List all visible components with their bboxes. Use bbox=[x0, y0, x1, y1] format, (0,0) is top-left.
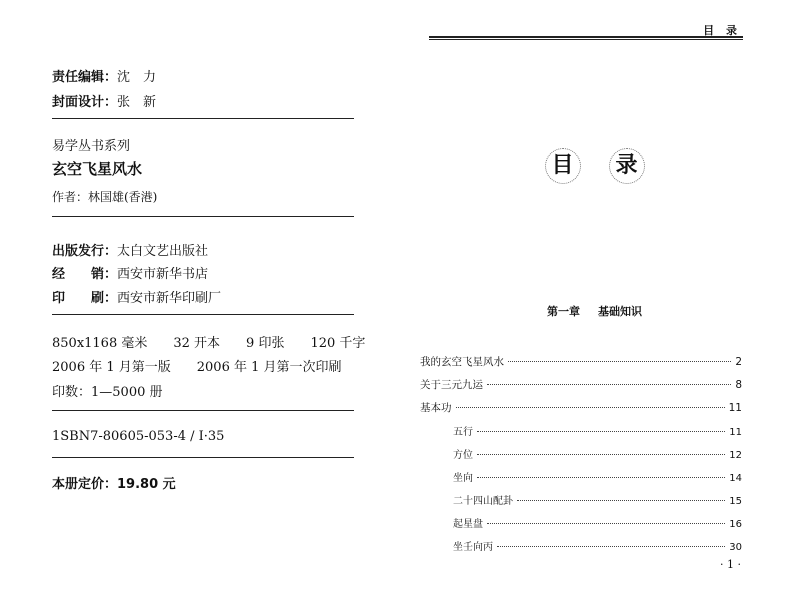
toc-item-page: 12 bbox=[729, 450, 742, 461]
contents-title-char: 录 bbox=[609, 148, 645, 184]
distributor-name: 西安市新华书店 bbox=[117, 267, 209, 282]
cover-line bbox=[52, 91, 156, 110]
toc-leader-dots bbox=[487, 523, 725, 524]
toc-item-title: 坐壬向丙 bbox=[453, 542, 493, 553]
toc-leader-dots bbox=[477, 454, 725, 455]
editor-line bbox=[52, 66, 156, 85]
toc-leader-dots bbox=[477, 477, 725, 478]
price-label: 本册定价： bbox=[52, 477, 118, 492]
copyright-page bbox=[0, 0, 396, 596]
series-name: 易学丛书系列 bbox=[52, 139, 131, 154]
divider bbox=[52, 410, 354, 411]
publisher-name: 太白文艺出版社 bbox=[117, 244, 209, 259]
toc-leader-dots bbox=[508, 361, 731, 362]
toc-item[interactable] bbox=[420, 423, 742, 446]
header-rule bbox=[429, 36, 743, 38]
toc-item-title: 我的玄空飞星风水 bbox=[420, 356, 504, 368]
toc-item[interactable] bbox=[420, 446, 742, 469]
toc-leader-dots bbox=[456, 407, 725, 408]
isbn: 1SBN7-80605-053-4 / I·35 bbox=[52, 429, 225, 444]
toc-leader-dots bbox=[487, 384, 731, 385]
toc-item-title: 方位 bbox=[453, 450, 473, 461]
toc-list bbox=[420, 354, 742, 561]
publisher-label: 出版发行： bbox=[52, 244, 118, 259]
toc-item-page: 16 bbox=[729, 519, 742, 530]
print-run: 印数：1—5000 册 bbox=[52, 385, 163, 400]
contents-title bbox=[396, 148, 793, 184]
toc-leader-dots bbox=[477, 431, 725, 432]
cover-name: 张 新 bbox=[117, 95, 157, 110]
editor-label: 责任编辑： bbox=[52, 70, 118, 85]
toc-item-title: 二十四山配卦 bbox=[453, 496, 513, 507]
distributor-label: 经 销： bbox=[52, 267, 118, 282]
contents-page bbox=[396, 0, 793, 596]
printer-label: 印 刷： bbox=[52, 291, 118, 306]
toc-item-title: 关于三元九运 bbox=[420, 379, 483, 391]
divider bbox=[52, 118, 354, 119]
toc-item[interactable] bbox=[420, 538, 742, 561]
specs-line-1: 850x1168 毫米 32 开本 9 印张 120 千字 bbox=[52, 336, 366, 351]
toc-item-page: 11 bbox=[728, 402, 742, 414]
distributor-line bbox=[52, 263, 208, 282]
printer-name: 西安市新华印刷厂 bbox=[117, 291, 222, 306]
divider bbox=[52, 314, 354, 315]
toc-item-title: 五行 bbox=[453, 427, 473, 438]
toc-item-title: 基本功 bbox=[420, 402, 452, 414]
chapter-heading bbox=[396, 303, 793, 319]
toc-item-title: 起星盘 bbox=[453, 519, 483, 530]
toc-item-page: 15 bbox=[729, 496, 742, 507]
price-value: 19.80 元 bbox=[117, 477, 176, 492]
price-line bbox=[52, 473, 176, 492]
toc-item-title: 坐向 bbox=[453, 473, 473, 484]
toc-item[interactable] bbox=[420, 469, 742, 492]
publisher-line bbox=[52, 240, 208, 259]
specs-line-2: 2006 年 1 月第一版 2006 年 1 月第一次印刷 bbox=[52, 360, 342, 375]
printer-line bbox=[52, 287, 221, 306]
divider bbox=[52, 457, 354, 458]
editor-name: 沈 力 bbox=[117, 70, 157, 85]
book-title: 玄空飞星风水 bbox=[52, 160, 143, 178]
header-rule bbox=[429, 39, 743, 40]
toc-item-page: 8 bbox=[735, 379, 742, 391]
toc-leader-dots bbox=[497, 546, 725, 547]
divider bbox=[52, 216, 354, 217]
toc-item[interactable] bbox=[420, 354, 742, 377]
chapter-title: 基础知识 bbox=[598, 305, 642, 318]
author-line: 作者：林国雄(香港) bbox=[52, 190, 158, 204]
toc-leader-dots bbox=[517, 500, 725, 501]
toc-item[interactable] bbox=[420, 400, 742, 423]
toc-item[interactable] bbox=[420, 377, 742, 400]
toc-item[interactable] bbox=[420, 492, 742, 515]
contents-title-char: 目 bbox=[545, 148, 581, 184]
toc-item-page: 14 bbox=[729, 473, 742, 484]
toc-item-page: 30 bbox=[729, 542, 742, 553]
toc-item[interactable] bbox=[420, 515, 742, 538]
toc-item-page: 2 bbox=[735, 356, 742, 368]
toc-item-page: 11 bbox=[729, 427, 742, 438]
cover-label: 封面设计： bbox=[52, 95, 118, 110]
page-number: · 1 · bbox=[720, 558, 741, 571]
running-header: 目 录 bbox=[703, 24, 741, 37]
chapter-number: 第一章 bbox=[547, 305, 580, 318]
